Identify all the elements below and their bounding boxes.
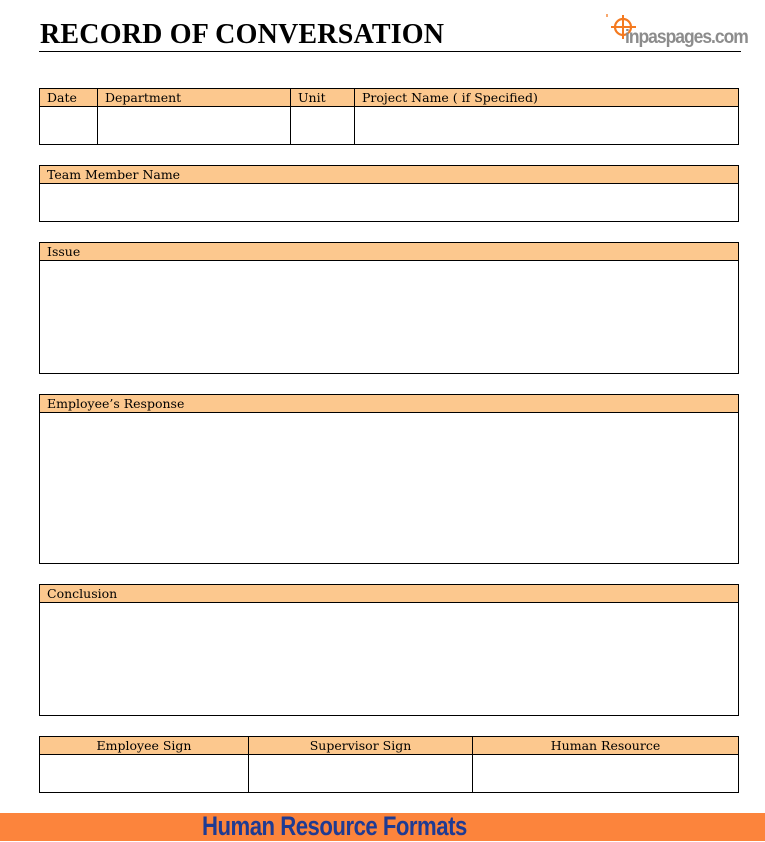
project-name-header: Project Name ( if Specified) <box>355 89 739 107</box>
issue-table <box>39 242 739 374</box>
date-field[interactable] <box>40 107 98 145</box>
info-table <box>39 88 739 145</box>
response-label: Employee’s Response <box>40 395 739 413</box>
date-header: Date <box>40 89 98 107</box>
footer-banner-text: Human Resource Formats <box>202 811 467 841</box>
info-entry-row <box>40 107 739 145</box>
response-table <box>39 394 739 564</box>
team-member-label: Team Member Name <box>40 166 739 184</box>
response-field[interactable] <box>40 413 739 564</box>
team-member-field[interactable] <box>40 184 739 222</box>
supervisor-sign-header: Supervisor Sign <box>249 737 473 755</box>
department-field[interactable] <box>98 107 291 145</box>
site-logo[interactable] <box>604 12 748 52</box>
logo-text: inpaspages.com <box>625 27 748 48</box>
issue-label: Issue <box>40 243 739 261</box>
conclusion-label: Conclusion <box>40 585 739 603</box>
info-header-row <box>40 89 739 107</box>
employee-sign-field[interactable] <box>40 755 249 793</box>
project-name-field[interactable] <box>355 107 739 145</box>
signature-table <box>39 736 739 793</box>
department-header: Department <box>98 89 291 107</box>
human-resource-field[interactable] <box>473 755 739 793</box>
unit-header: Unit <box>291 89 355 107</box>
employee-sign-header: Employee Sign <box>40 737 249 755</box>
issue-field[interactable] <box>40 261 739 374</box>
conclusion-table <box>39 584 739 716</box>
team-member-table <box>39 165 739 222</box>
unit-field[interactable] <box>291 107 355 145</box>
conclusion-field[interactable] <box>40 603 739 716</box>
page-title: RECORD OF CONVERSATION <box>40 19 445 50</box>
supervisor-sign-field[interactable] <box>249 755 473 793</box>
human-resource-header: Human Resource <box>473 737 739 755</box>
